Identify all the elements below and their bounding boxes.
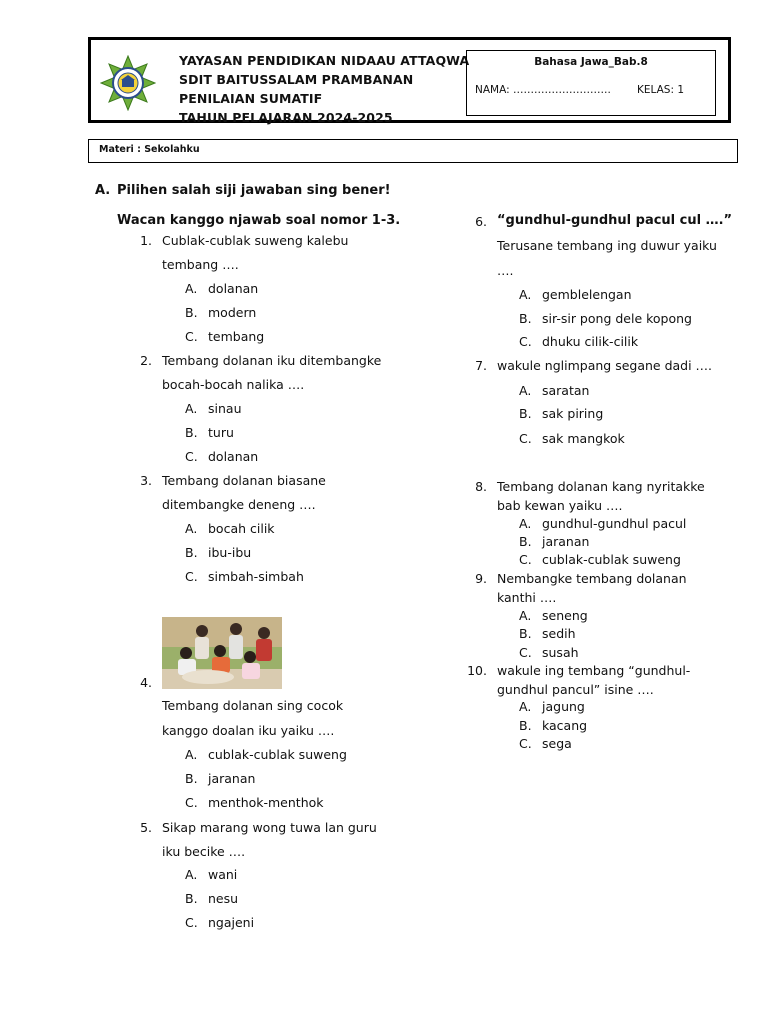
subject-title: Bahasa Jawa_Bab.8	[534, 56, 648, 68]
option-c: C. tembang	[185, 329, 265, 344]
option-c: C. menthok-menthok	[185, 795, 324, 810]
option-b: B. sak piring	[519, 406, 604, 421]
question-text: tembang ….	[162, 257, 239, 272]
question-number: 10.	[467, 663, 487, 678]
option-b: B. nesu	[185, 891, 239, 906]
option-b: B. ibu-ibu	[185, 545, 252, 560]
question-number: 4.	[140, 675, 152, 690]
school-info	[179, 51, 469, 127]
question-number: 6.	[475, 214, 487, 229]
option-c: C. dhuku cilik-cilik	[519, 334, 639, 349]
question-text: Nembangke tembang dolanan	[497, 571, 687, 586]
option-a: A. gundhul-gundhul pacul	[519, 516, 687, 531]
question-text: Terusane tembang ing duwur yaiku	[497, 238, 717, 253]
question-number: 9.	[475, 571, 487, 586]
question-text: wakule ing tembang “gundhul-	[497, 663, 691, 678]
option-a: A. bocah cilik	[185, 521, 275, 536]
academic-year: TAHUN PELAJARAN 2024-2025	[179, 110, 393, 125]
question-number: 5.	[140, 820, 152, 835]
question-number: 7.	[475, 358, 487, 373]
option-c: C. cublak-cublak suweng	[519, 552, 681, 567]
option-a: A. gemblelengan	[519, 287, 632, 302]
option-c: C. ngajeni	[185, 915, 255, 930]
option-b: B. jaranan	[519, 534, 590, 549]
option-b: B. sedih	[519, 626, 576, 641]
children-playing-photo	[162, 617, 282, 689]
question-text: gundhul pancul” isine ….	[497, 682, 654, 697]
question-text: bocah-bocah nalika ….	[162, 377, 305, 392]
reading-instruction: Wacan kanggo njawab soal nomor 1-3.	[117, 213, 401, 228]
question-text: kanggo doalan iku yaiku ….	[162, 723, 335, 738]
option-a: A. sinau	[185, 401, 242, 416]
option-a: A. jagung	[519, 699, 585, 714]
option-b: B. jaranan	[185, 771, 256, 786]
option-c: C. simbah-simbah	[185, 569, 304, 584]
option-a: A. dolanan	[185, 281, 259, 296]
question-text: Cublak-cublak suweng kalebu	[162, 233, 349, 248]
question-number: 3.	[140, 473, 152, 488]
question-text: wakule nglimpang segane dadi ….	[497, 358, 713, 373]
option-c: C. sega	[519, 736, 572, 751]
option-c: C. sak mangkok	[519, 431, 625, 446]
option-b: B. turu	[185, 425, 234, 440]
option-a: A. seneng	[519, 608, 588, 623]
question-text: bab kewan yaiku ….	[497, 498, 623, 513]
school-name: SDIT BAITUSSALAM PRAMBANAN	[179, 72, 414, 87]
assessment-name: PENILAIAN SUMATIF	[179, 91, 323, 106]
question-text: iku becike ….	[162, 844, 246, 859]
question-text: ….	[497, 263, 514, 278]
subject-box	[466, 50, 716, 116]
question-text: Tembang dolanan kang nyritakke	[497, 479, 705, 494]
question-text: Tembang dolanan sing cocok	[162, 698, 344, 713]
question-text: Sikap marang wong tuwa lan guru	[162, 820, 377, 835]
option-a: A. cublak-cublak suweng	[185, 747, 347, 762]
option-b: B. kacang	[519, 718, 588, 733]
exam-header	[88, 37, 731, 123]
option-a: A. saratan	[519, 383, 590, 398]
option-c: C. dolanan	[185, 449, 259, 464]
class-field: KELAS: 1	[637, 84, 685, 96]
material-box: Materi : Sekolahku	[88, 139, 738, 163]
option-b: B. sir-sir pong dele kopong	[519, 311, 692, 326]
question-number: 8.	[475, 479, 487, 494]
option-c: C. susah	[519, 645, 579, 660]
question-text: ditembangke deneng ….	[162, 497, 316, 512]
section-letter: A.	[95, 183, 111, 198]
section-title: Pilihen salah siji jawaban sing bener!	[117, 183, 391, 198]
question-text: “gundhul-gundhul pacul cul ….”	[497, 213, 733, 228]
foundation-name: YAYASAN PENDIDIKAN NIDAAU ATTAQWA	[179, 53, 470, 68]
section-heading	[95, 183, 391, 198]
school-logo-icon	[100, 55, 156, 111]
question-text: kanthi ….	[497, 590, 557, 605]
name-field: NAMA: ……………………….	[475, 84, 611, 96]
question-number: 2.	[140, 353, 152, 368]
question-number: 1.	[140, 233, 152, 248]
question-text: Tembang dolanan biasane	[162, 473, 326, 488]
option-a: A. wani	[185, 867, 238, 882]
option-b: B. modern	[185, 305, 257, 320]
question-text: Tembang dolanan iku ditembangke	[162, 353, 382, 368]
